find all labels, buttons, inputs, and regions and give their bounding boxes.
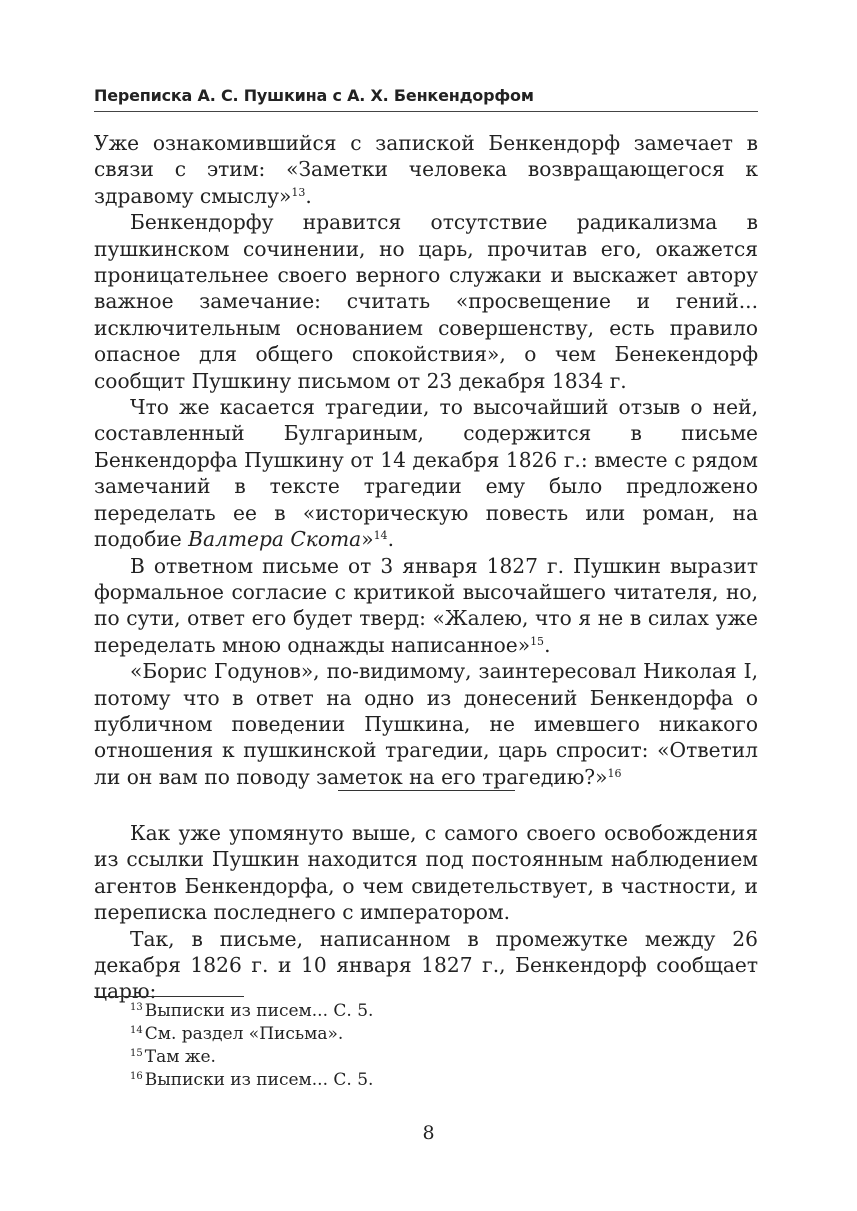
footnote: $^{13}$ Выписки из писем... С. 5. (130, 1001, 374, 1021)
footnote-ref: 14 (373, 529, 388, 543)
paragraph: «Борис Годунов», по-видимому, заинтересовал Николая I, потому что в ответ на одно из донесений Бенкендорфа о публичном поведении Пушкина, не имевшего никакого отношения к пушкинской трагедии, царь спросит: «Ответил ли он вам по поводу заметок на его трагедию?»$^{16}$ (94, 659, 758, 789)
paragraph: В ответном письме от 3 января 1827 г. Пушкин выразит формальное согласие с критикой высочайшего читателя, но, по сути, ответ его будет тверд: «Жалею, что я не в силах уже переделать мною однажды написанное»$^{15}$. (94, 553, 758, 657)
footnote: $^{15}$ Там же. (130, 1047, 216, 1067)
section-separator (338, 790, 515, 791)
italic-title: Валтера Скота (188, 527, 362, 552)
footnotes (130, 1000, 750, 1092)
paragraph: Уже ознакомившийся с запиской Бенкендорф замечает в связи с этим: «Заметки человека возвращающегося к здравому смыслу»$^{13}$. (94, 131, 758, 208)
paragraph: Так, в письме, написанном в промежутке между 26 декабря 1826 г. и 10 января 1827 г., Бенкендорф сообщает царю: (94, 926, 758, 1004)
paragraph: Что же касается трагедии, то высочайший отзыв о ней, составленный Булгариным, содержится в письме Бенкендорфа Пушкину от 14 декабря 1826 г.: вместе с рядом замечаний в тексте трагедии ему было предложено переделать ее в «историческую повесть или роман, на подобие Валтера Скота»$^{14}$. (94, 395, 758, 552)
footnote-rule (94, 996, 244, 997)
paragraph: Как уже упомянуто выше, с самого своего освобождения из ссылки Пушкин находится под постоянным наблюдением агентов Бенкендорфа, о чем свидетельствует, в частности, и переписка последнего с императором. (94, 821, 758, 925)
footnote: $^{16}$ Выписки из писем... С. 5. (130, 1070, 374, 1090)
running-head: Переписка А. С. Пушкина с А. Х. Бенкендорфом (94, 86, 758, 112)
footnote: $^{14}$ См. раздел «Письма». (130, 1024, 344, 1044)
footnote-ref: 13 (291, 185, 306, 199)
footnote-ref: 16 (607, 766, 622, 780)
page-number: 8 (422, 1122, 435, 1144)
footnote-ref: 15 (530, 634, 545, 648)
main-text-section-2 (94, 820, 758, 1005)
main-text-section-1 (94, 130, 758, 790)
paragraph: Бенкендорфу нравится отсутствие радикализма в пушкинском сочинении, но царь, прочитав его, окажется проницательнее своего верного служаки и выскажет автору важное замечание: считать «просвещение и гений... исключительным основанием совершенству, есть правило опасное для общего спокойствия», о чем Бенекендорф сообщит Пушкину письмом от 23 декабря 1834 г. (94, 210, 758, 393)
